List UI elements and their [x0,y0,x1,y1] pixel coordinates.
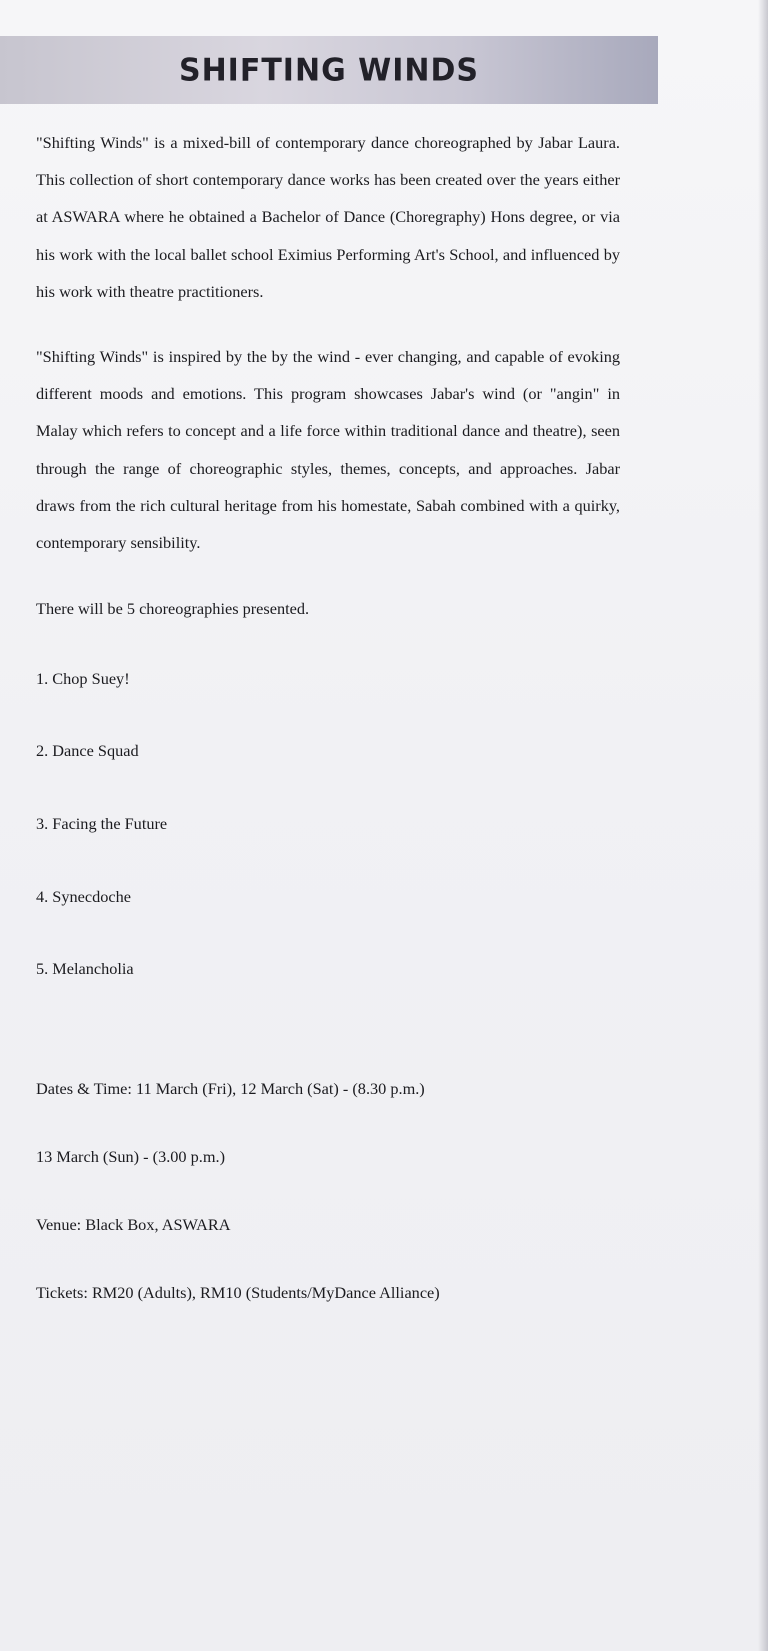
choreography-list [36,667,620,981]
list-item: 1. Chop Suey! [36,669,130,689]
page-edge-shadow [758,0,768,1651]
dates-time-extra: 13 March (Sun) - (3.00 p.m.) [36,1147,226,1167]
dates-time: Dates & Time: 11 March (Fri), 12 March (Sat) - (8.30 p.m.) [36,1079,425,1099]
description-paragraph-1: "Shifting Winds" is a mixed-bill of contemporary dance choreographed by Jabar Laura. This collection of short contemporary dance works has been created over the years either at ASWARA where he obtained a Bachelor of Dance (Choregraphy) Hons degree, or via his work with the local ballet school Eximius Performing Art's School, and influenced by his work with theatre practitioners. [36,133,620,301]
list-item: 2. Dance Squad [36,741,139,761]
list-item: 5. Melancholia [36,959,134,979]
title-banner [0,36,658,104]
list-item: 3. Facing the Future [36,814,168,834]
tickets: Tickets: RM20 (Adults), RM10 (Students/MyDance Alliance) [36,1283,440,1303]
venue: Venue: Black Box, ASWARA [36,1215,231,1235]
choreography-intro: There will be 5 choreographies presented. [36,599,310,619]
page-title: SHIFTING WINDS [178,51,480,89]
list-item: 4. Synecdoche [36,887,131,907]
content-body [36,124,620,1305]
description-paragraph-2: "Shifting Winds" is inspired by the by the wind - ever changing, and capable of evoking different moods and emotions. This program showcases Jabar's wind (or "angin" in Malay which refers to concept and a life force within traditional dance and theatre), seen through the range of choreographic styles, themes, concepts, and approaches. Jabar draws from the rich cultural heritage from his homestate, Sabah combined with a quirky, contemporary sensibility. [36,347,620,553]
